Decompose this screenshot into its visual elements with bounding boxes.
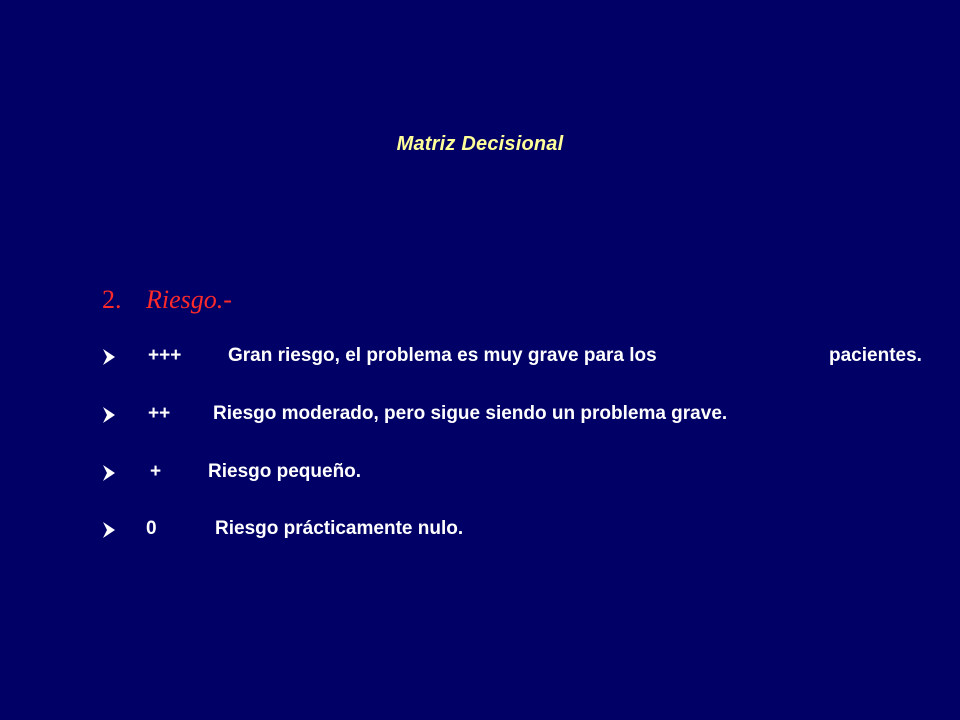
risk-description-tail: pacientes. bbox=[829, 345, 922, 366]
heading-number: 2. bbox=[102, 285, 122, 314]
arrowhead-bullet-icon bbox=[102, 406, 116, 424]
risk-symbol: 0 bbox=[146, 518, 157, 539]
risk-description: Riesgo pequeño. bbox=[208, 461, 362, 482]
section-heading bbox=[102, 285, 232, 315]
arrowhead-bullet-icon bbox=[102, 521, 116, 539]
slide-title: Matriz Decisional bbox=[396, 133, 564, 155]
risk-description: Riesgo prácticamente nulo. bbox=[215, 518, 464, 539]
risk-symbol: +++ bbox=[148, 345, 182, 366]
risk-symbol: ++ bbox=[148, 403, 171, 424]
risk-description: Riesgo moderado, pero sigue siendo un problema grave. bbox=[213, 403, 728, 424]
heading-text: Riesgo.- bbox=[146, 285, 232, 314]
arrowhead-bullet-icon bbox=[102, 348, 116, 366]
risk-symbol: + bbox=[150, 461, 162, 482]
arrowhead-bullet-icon bbox=[102, 464, 116, 482]
risk-description: Gran riesgo, el problema es muy grave para los bbox=[228, 345, 657, 366]
